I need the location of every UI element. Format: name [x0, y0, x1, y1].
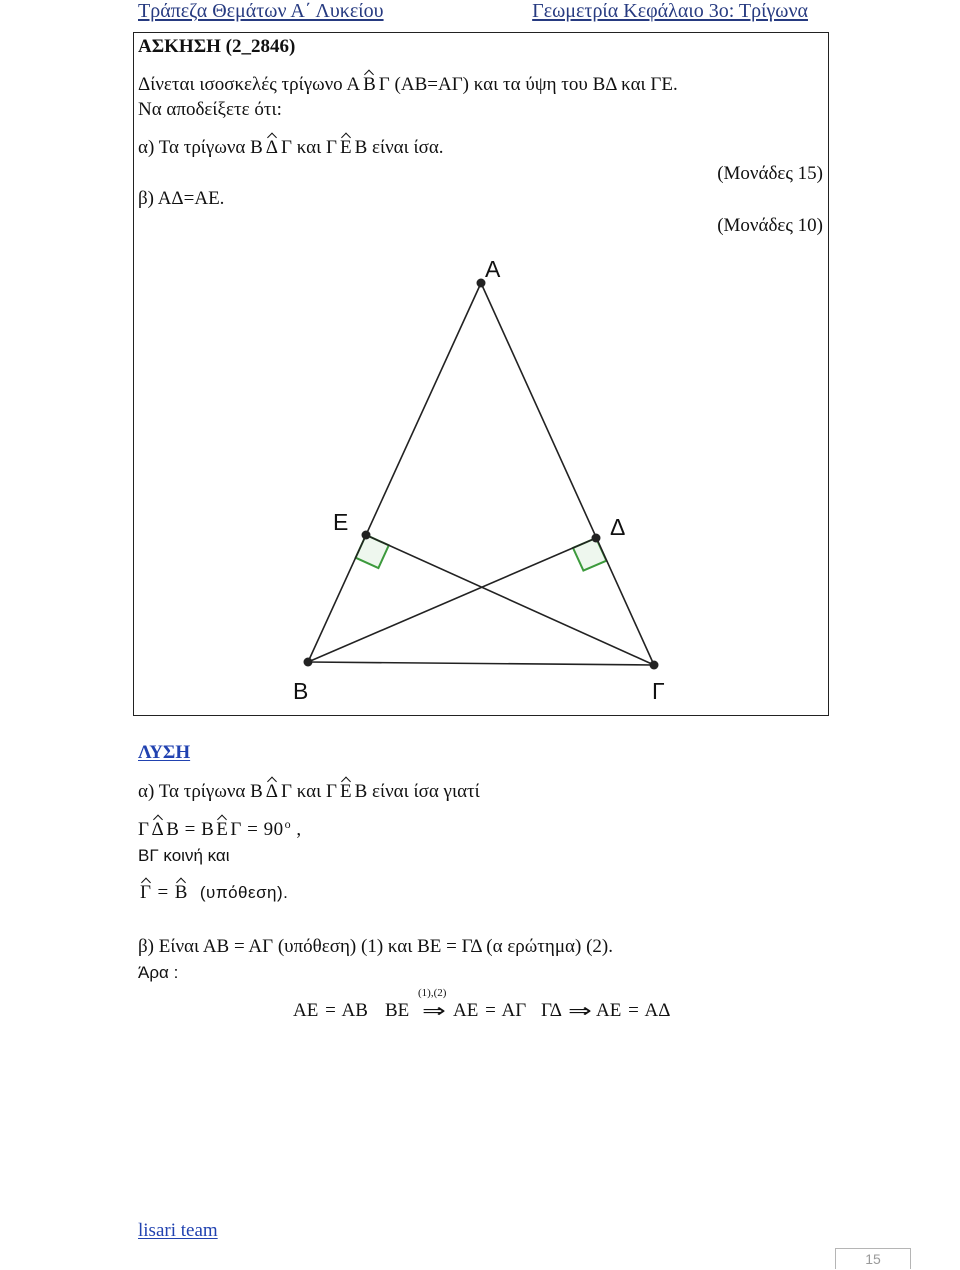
equation-lhs-subtrahend: ΒΕ: [385, 1000, 410, 1021]
angle-text-1: Γ: [138, 819, 150, 840]
right-angles-equation: [138, 819, 302, 841]
equation-mid: ΑΕ = ΑΓ: [453, 1000, 527, 1021]
base-angles-equation: [138, 882, 288, 904]
exercise-box: [133, 32, 829, 716]
angle-text-4: ,: [291, 819, 302, 840]
base-angle-g: Γ: [140, 882, 152, 903]
angle-vertex-e: Ε: [216, 819, 229, 840]
footer-credit-link[interactable]: lisari team: [138, 1220, 218, 1241]
given-angle-vertex: Β: [363, 74, 376, 95]
solution-a-text-3: Β είναι ίσα γιατί: [354, 781, 480, 802]
label-a: Α: [485, 256, 501, 282]
degree-mark: o: [284, 817, 292, 831]
part-a-text-3: Β είναι ίσα.: [354, 137, 444, 158]
implies-arrow-2: ⇒: [568, 1000, 592, 1022]
solution-a-angle-1: Δ: [265, 781, 279, 802]
label-b: Β: [293, 678, 309, 704]
hypothesis-note: (υπόθεση).: [199, 883, 289, 902]
equation-mid-subtrahend: ΓΔ: [541, 1000, 562, 1021]
solution-heading: ΛΥΣΗ: [138, 742, 191, 763]
common-side: ΒΓ κοινή και: [138, 846, 230, 865]
equation-result: ΑΕ = ΑΔ: [596, 1000, 671, 1021]
implies-arrow-1: ⇒: [422, 1000, 446, 1022]
solution-a-text-1: α) Τα τρίγωνα Β: [138, 781, 263, 802]
equation-lhs: ΑΕ = ΑΒ: [293, 1000, 368, 1021]
given-text-start: Δίνεται ισοσκελές τρίγωνο Α: [138, 74, 361, 95]
header-right-title: Γεωμετρία Κεφάλαιο 3ο: Τρίγωνα: [532, 0, 808, 22]
part-a-angle-2: Ε: [339, 137, 352, 158]
equals-sign: =: [157, 882, 169, 903]
label-d: Δ: [610, 514, 626, 540]
solution-part-a: [138, 781, 480, 803]
part-b-points: (Μονάδες 10): [717, 215, 823, 236]
part-a-text-1: α) Τα τρίγωνα Β: [138, 137, 263, 158]
part-a-text-2: Γ και Γ: [281, 137, 337, 158]
exercise-part-a: [138, 137, 444, 159]
solution-a-text-2: Γ και Γ: [281, 781, 337, 802]
base-angle-b: Β: [174, 882, 188, 903]
part-a-angle-1: Δ: [265, 137, 279, 158]
exercise-part-b: β) ΑΔ=ΑΕ.: [138, 188, 225, 209]
given-text-end: Γ (ΑΒ=ΑΓ) και τα ύψη του ΒΔ και ΓΕ.: [378, 74, 678, 95]
angle-vertex-d: Δ: [151, 819, 165, 840]
therefore-label: Άρα :: [138, 963, 179, 982]
exercise-title: ΑΣΚΗΣΗ (2_2846): [138, 36, 296, 57]
angle-text-2: Β = Β: [166, 819, 215, 840]
solution-part-b: β) Είναι ΑΒ = ΑΓ (υπόθεση) (1) και ΒΕ = ΓΔ (α ερώτημα) (2).: [138, 936, 613, 957]
implies-references: (1),(2): [418, 987, 447, 999]
angle-text-3: Γ = 90: [230, 819, 284, 840]
part-a-points: (Μονάδες 15): [717, 163, 823, 184]
exercise-given: [138, 74, 678, 96]
page-number: 15: [835, 1248, 911, 1269]
label-g: Γ: [652, 678, 665, 704]
label-e: Ε: [333, 509, 349, 535]
header-left-title: Τράπεζα Θεμάτων Α΄ Λυκείου: [138, 0, 384, 22]
solution-a-angle-2: Ε: [339, 781, 352, 802]
exercise-prompt: Να αποδείξετε ότι:: [138, 99, 282, 120]
